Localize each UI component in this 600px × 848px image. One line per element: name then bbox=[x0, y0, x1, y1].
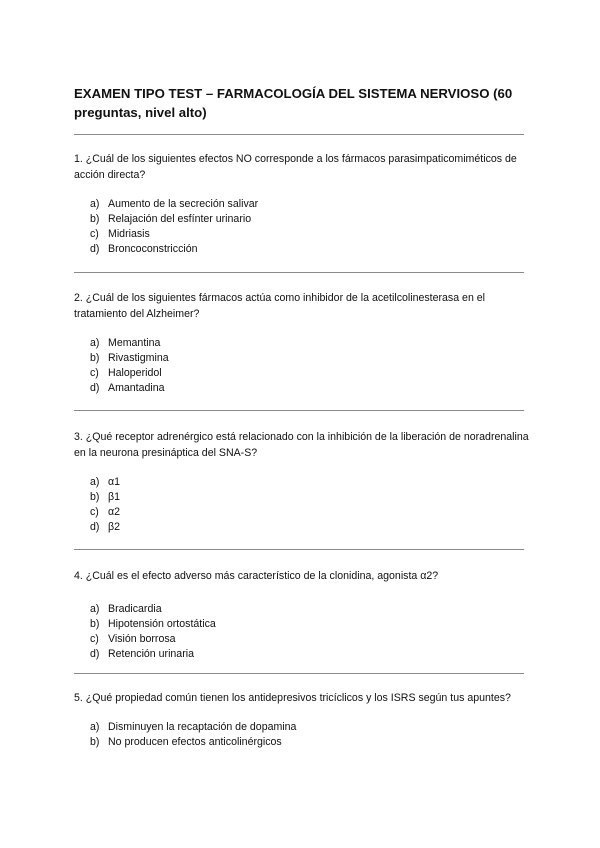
divider bbox=[74, 410, 524, 411]
options-list bbox=[74, 602, 534, 662]
question-text: 1. ¿Cuál de los siguientes efectos NO corresponde a los fármacos parasimpaticomiméticos de acción directa? bbox=[74, 153, 517, 181]
divider bbox=[74, 134, 524, 135]
question-text: 4. ¿Cuál es el efecto adverso más característico de la clonidina, agonista α2? bbox=[74, 570, 439, 582]
option-b: b) Rivastigmina bbox=[90, 352, 169, 364]
options-list bbox=[74, 720, 534, 750]
options-list bbox=[74, 475, 534, 535]
question-4 bbox=[74, 568, 534, 662]
divider bbox=[74, 272, 524, 273]
option-c: c) Midriasis bbox=[90, 228, 150, 240]
option-a: a) Disminuyen la recaptación de dopamina bbox=[90, 721, 297, 733]
option-b: b) Relajación del esfínter urinario bbox=[90, 213, 252, 225]
option-b: b) Hipotensión ortostática bbox=[90, 618, 216, 630]
exam-title: EXAMEN TIPO TEST – FARMACOLOGÍA DEL SISTEMA NERVIOSO (60 preguntas, nivel alto) bbox=[74, 86, 513, 120]
question-text: 3. ¿Qué receptor adrenérgico está relacionado con la inhibición de la liberación de noradrenalina en la neurona presináptica del SNA-S? bbox=[74, 431, 529, 459]
question-text: 2. ¿Cuál de los siguientes fármacos actúa como inhibidor de la acetilcolinesterasa en el tratamiento del Alzheimer? bbox=[74, 292, 486, 320]
options-list bbox=[74, 197, 534, 257]
option-d: d) Amantadina bbox=[90, 382, 165, 394]
question-1 bbox=[74, 151, 534, 257]
divider bbox=[74, 549, 524, 550]
question-2 bbox=[74, 290, 534, 396]
option-c: c) Haloperidol bbox=[90, 367, 162, 379]
divider bbox=[74, 673, 524, 674]
question-text: 5. ¿Qué propiedad común tienen los antidepresivos tricíclicos y los ISRS según tus apuntes? bbox=[74, 692, 511, 704]
option-a: a) Aumento de la secreción salivar bbox=[90, 198, 259, 210]
option-c: c) α2 bbox=[90, 506, 121, 518]
option-d: d) β2 bbox=[90, 521, 120, 533]
option-a: a) α1 bbox=[90, 476, 121, 488]
option-d: d) Broncoconstricción bbox=[90, 243, 198, 255]
option-b: b) β1 bbox=[90, 491, 120, 503]
option-d: d) Retención urinaria bbox=[90, 648, 194, 660]
question-3 bbox=[74, 429, 534, 535]
option-a: a) Bradicardia bbox=[90, 603, 162, 615]
option-a: a) Memantina bbox=[90, 337, 161, 349]
option-c: c) Visión borrosa bbox=[90, 633, 176, 645]
question-5 bbox=[74, 690, 534, 750]
options-list bbox=[74, 336, 534, 396]
option-b: b) No producen efectos anticolinérgicos bbox=[90, 736, 282, 748]
